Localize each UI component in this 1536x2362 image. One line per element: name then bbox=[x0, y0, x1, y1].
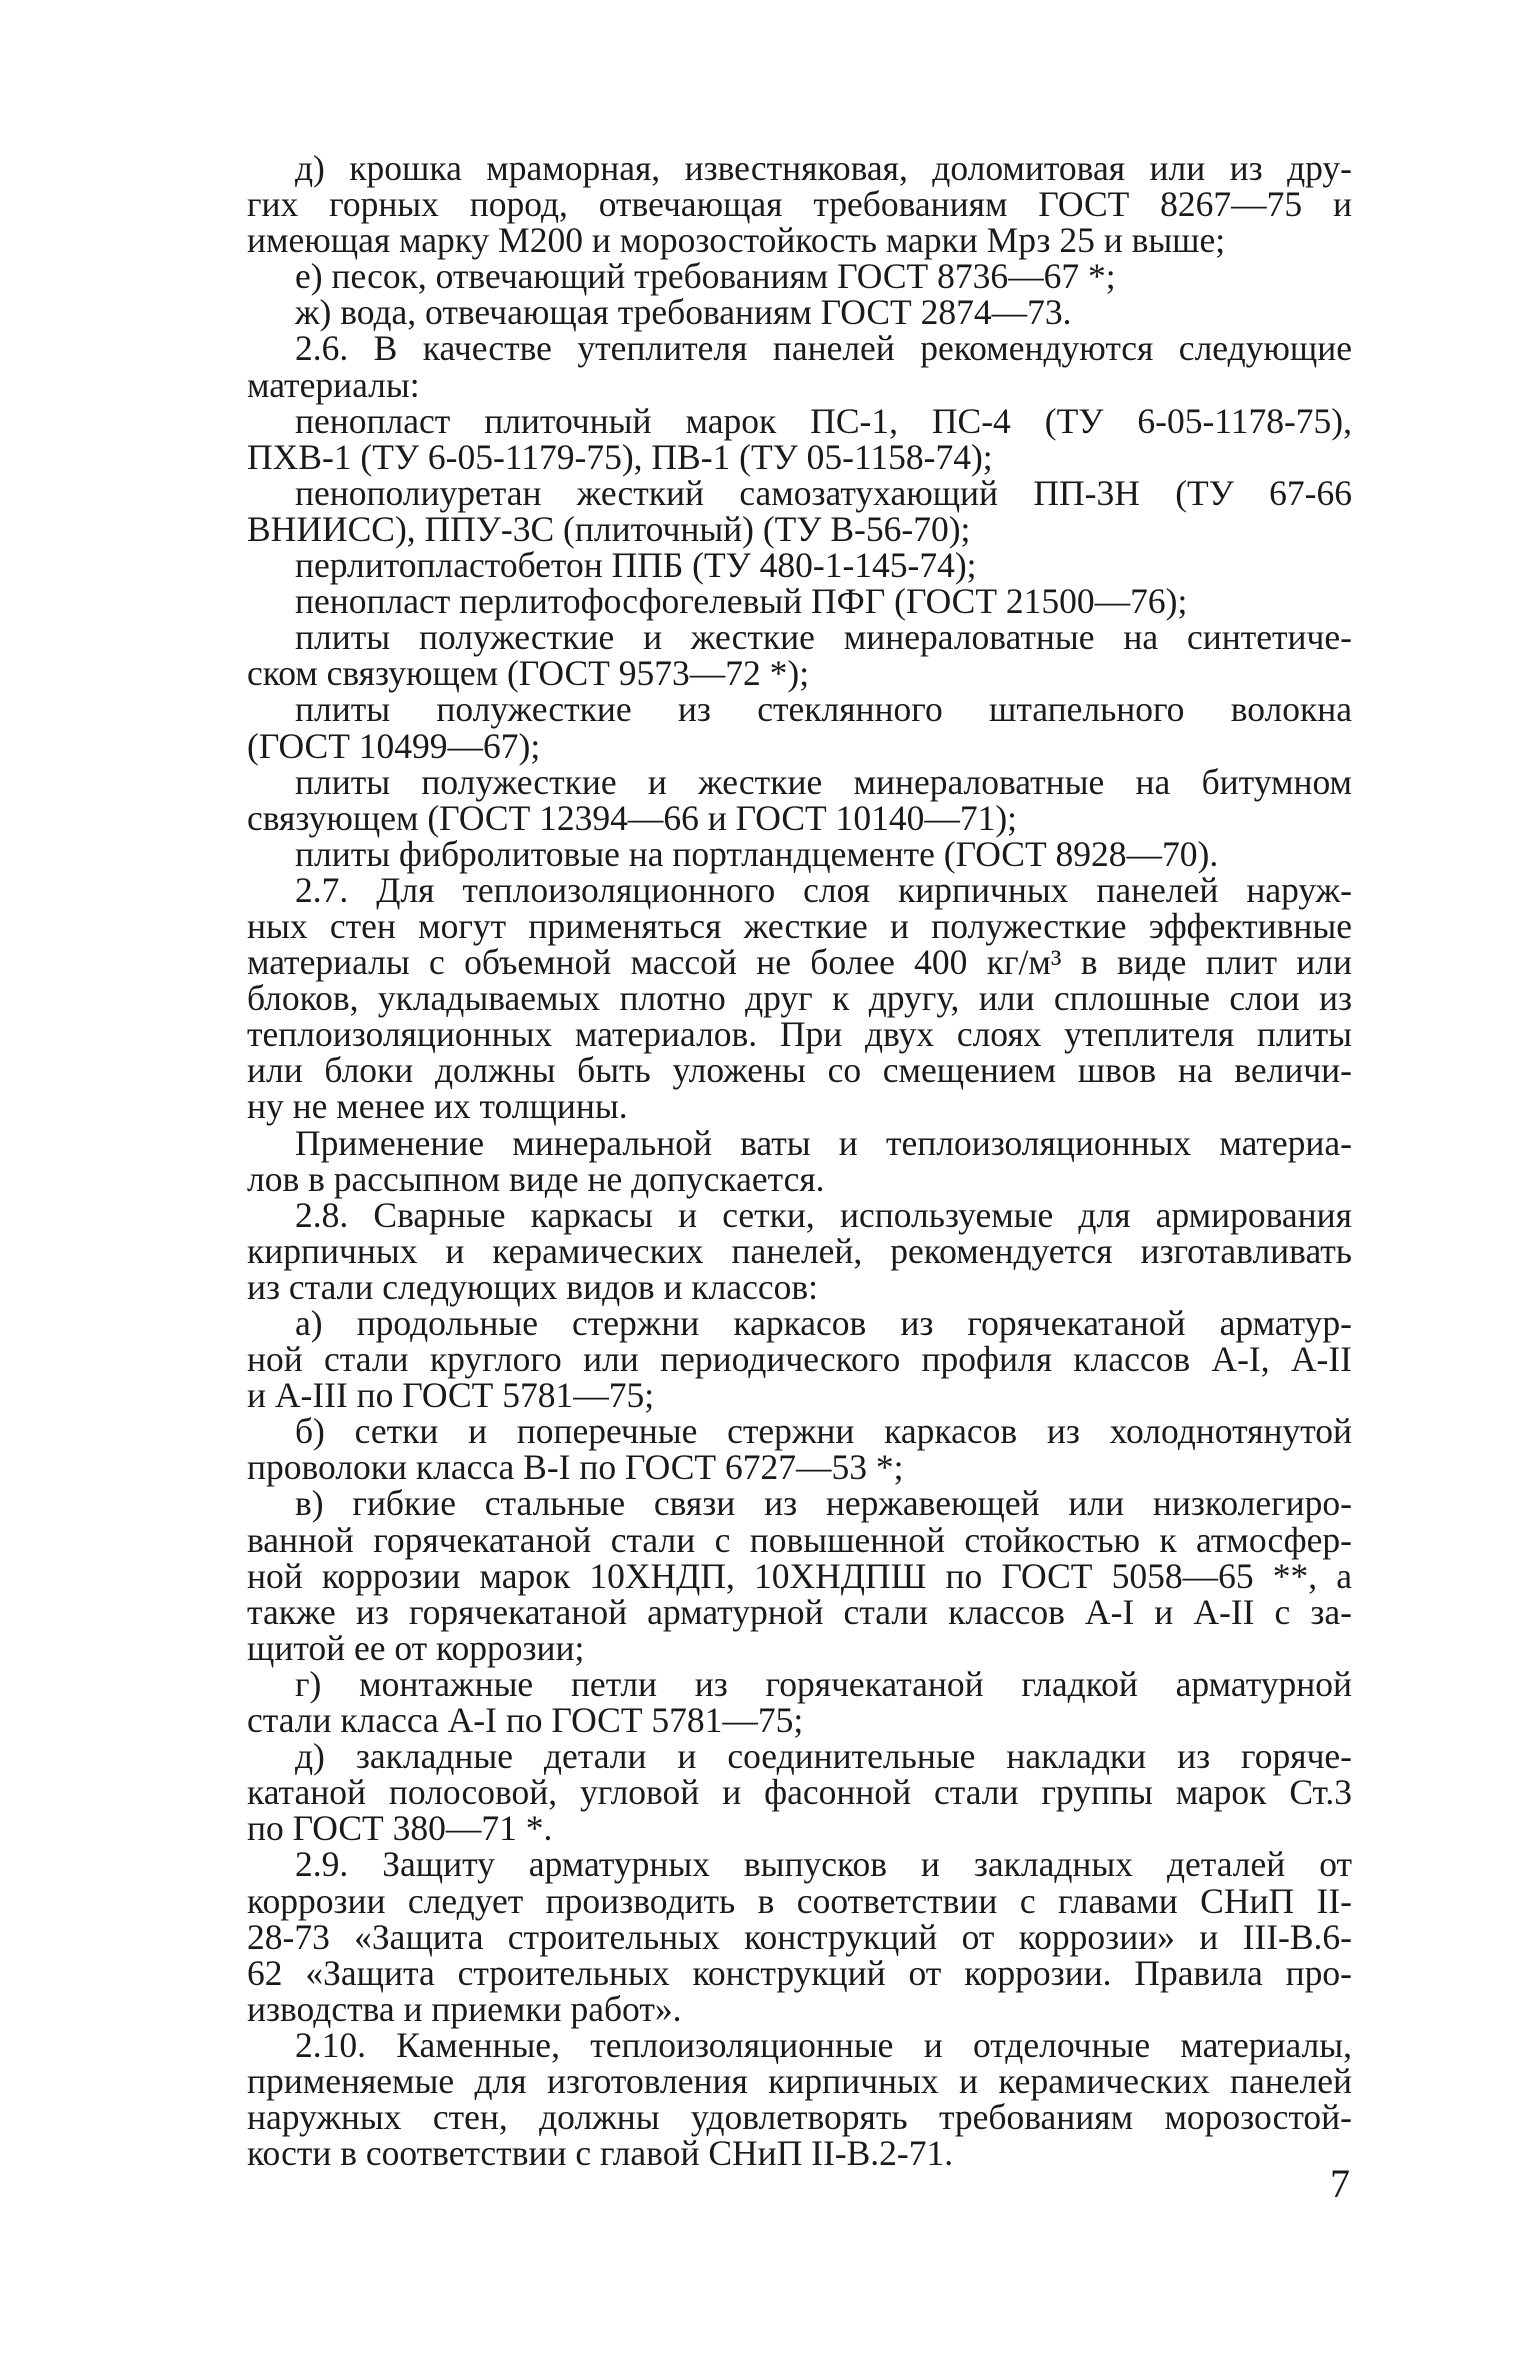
text-line: или блоки должны быть уложены со смещением швов на величи- bbox=[247, 1050, 1352, 1091]
text-line: пенопласт плиточный марок ПС-1, ПС-4 (ТУ 6-05-1178-75), bbox=[295, 400, 1352, 441]
text-line: лов в рассыпном виде не допускается. bbox=[247, 1158, 825, 1199]
text-line: д) закладные детали и соединительные накладки из горяче- bbox=[295, 1736, 1352, 1777]
text-line: стали класса А-I по ГОСТ 5781—75; bbox=[247, 1700, 804, 1741]
text-line: плиты фибролитовые на портландцементе (ГОСТ 8928—70). bbox=[295, 833, 1219, 874]
text-line: пенополиуретан жесткий самозатухающий ПП-3Н (ТУ 67-66 bbox=[295, 472, 1352, 513]
text-line: плиты полужесткие и жесткие минераловатные на битумном bbox=[295, 761, 1352, 802]
text-line: Применение минеральной ваты и теплоизоляционных материа- bbox=[295, 1122, 1352, 1163]
page-number: 7 bbox=[1330, 2161, 1350, 2206]
text-line: д) крошка мраморная, известняковая, доломитовая или из дру- bbox=[295, 148, 1352, 188]
text-line: а) продольные стержни каркасов из горячекатаной арматур- bbox=[295, 1303, 1352, 1343]
text-line: перлитопластобетон ППБ (ТУ 480-1-145-74); bbox=[295, 545, 977, 586]
text-line: ной коррозии марок 10ХНДП, 10ХНДПШ по ГОСТ 5058—65 **, а bbox=[247, 1555, 1352, 1596]
text-line: также из горячекатаной арматурной стали классов А-I и А-II с за- bbox=[247, 1591, 1352, 1632]
text-line: плиты полужесткие из стеклянного штапельного волокна bbox=[295, 689, 1352, 730]
text-line: в) гибкие стальные связи из нержавеющей или низколегиро- bbox=[295, 1483, 1352, 1524]
text-line: имеющая марку М200 и морозостойкость марки Мрз 25 и выше; bbox=[247, 220, 1226, 261]
text-line: ВНИИСС), ППУ-3С (плиточный) (ТУ В-56-70); bbox=[247, 508, 971, 549]
page-body bbox=[247, 148, 1352, 2174]
text-line: 2.6. В качестве утеплителя панелей рекомендуются следующие bbox=[295, 328, 1352, 369]
text-line: ванной горячекатаной стали с повышенной стойкостью к атмосфер- bbox=[247, 1519, 1352, 1560]
text-line: теплоизоляционных материалов. При двух слоях утеплителя плиты bbox=[247, 1014, 1352, 1055]
text-line: блоков, укладываемых плотно друг к другу, или сплошные слои из bbox=[247, 978, 1352, 1019]
text-line: ПХВ-1 (ТУ 6-05-1179-75), ПВ-1 (ТУ 05-1158-74); bbox=[247, 436, 993, 477]
text-line: плиты полужесткие и жесткие минераловатные на синтетиче- bbox=[295, 617, 1352, 658]
text-line: б) сетки и поперечные стержни каркасов из холоднотянутой bbox=[295, 1411, 1352, 1452]
text-line: ной стали круглого или периодического профиля классов А-I, А-II bbox=[247, 1339, 1352, 1380]
text-line: 2.8. Сварные каркасы и сетки, используемые для армирования bbox=[295, 1194, 1352, 1235]
text-line: 2.7. Для теплоизоляционного слоя кирпичных панелей наруж- bbox=[295, 869, 1352, 910]
text-line: ну не менее их толщины. bbox=[247, 1086, 628, 1127]
text-line: г) монтажные петли из горячекатаной гладкой арматурной bbox=[295, 1663, 1352, 1704]
text-line: коррозии следует производить в соответствии с главами СНиП II- bbox=[247, 1880, 1352, 1921]
text-line: 62 «Защита строительных конструкций от коррозии. Правила про- bbox=[247, 1952, 1352, 1993]
text-line: изводства и приемки работ». bbox=[247, 1988, 682, 2029]
text-line: е) песок, отвечающий требованиям ГОСТ 8736—67 *; bbox=[295, 256, 1116, 297]
text-line: из стали следующих видов и классов: bbox=[247, 1266, 818, 1307]
text-line: материалы: bbox=[247, 364, 420, 405]
text-line: катаной полосовой, угловой и фасонной стали группы марок Ст.3 bbox=[247, 1772, 1352, 1813]
text-line: 2.10. Каменные, теплоизоляционные и отделочные материалы, bbox=[295, 2024, 1352, 2065]
text-line: пенопласт перлитофосфогелевый ПФГ (ГОСТ 21500—76); bbox=[295, 581, 1188, 622]
text-line: по ГОСТ 380—71 *. bbox=[247, 1808, 553, 1849]
text-line: связующем (ГОСТ 12394—66 и ГОСТ 10140—71); bbox=[247, 797, 1018, 838]
text-line: кости в соответствии с главой СНиП II-В.2-71. bbox=[247, 2133, 954, 2174]
text-line: материалы с объемной массой не более 400 кг/м³ в виде плит или bbox=[247, 942, 1352, 983]
text-line: применяемые для изготовления кирпичных и керамических панелей bbox=[247, 2060, 1352, 2101]
text-line: гих горных пород, отвечающая требованиям ГОСТ 8267—75 и bbox=[247, 184, 1352, 225]
text-line: 2.9. Защиту арматурных выпусков и закладных деталей от bbox=[295, 1844, 1352, 1885]
text-line: ж) вода, отвечающая требованиям ГОСТ 2874—73. bbox=[295, 292, 1072, 333]
text-line: (ГОСТ 10499—67); bbox=[247, 725, 541, 766]
text-line: и А-III по ГОСТ 5781—75; bbox=[247, 1375, 655, 1416]
text-line: ных стен могут применяться жесткие и полужесткие эффективные bbox=[247, 905, 1352, 946]
text-line: наружных стен, должны удовлетворять требованиям морозостой- bbox=[247, 2097, 1352, 2138]
text-line: проволоки класса В-I по ГОСТ 6727—53 *; bbox=[247, 1447, 904, 1488]
text-line: 28-73 «Защита строительных конструкций от коррозии» и III-В.6- bbox=[247, 1916, 1352, 1957]
text-line: щитой ее от коррозии; bbox=[247, 1627, 585, 1668]
text-line: кирпичных и керамических панелей, рекомендуется изготавливать bbox=[247, 1230, 1352, 1271]
document-text bbox=[247, 148, 1352, 2174]
text-line: ском связующем (ГОСТ 9573—72 *); bbox=[247, 653, 810, 694]
